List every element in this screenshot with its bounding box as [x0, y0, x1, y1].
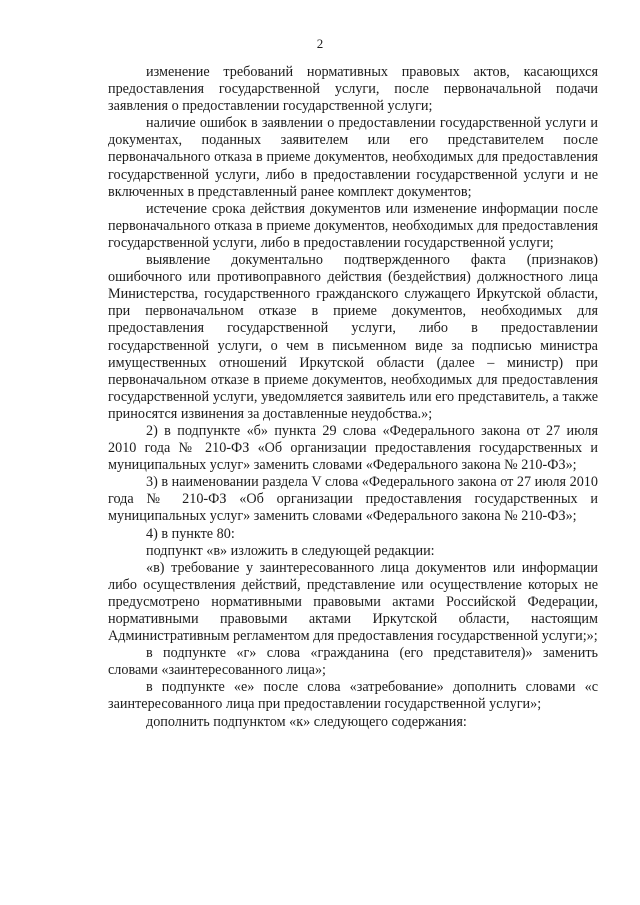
paragraph: 4) в пункте 80: — [146, 525, 235, 542]
paragraph: в подпункте «е» после слова «затребование» дополнить словами «с заинтересованного лица при предоставлении государственной услуги»; — [108, 679, 598, 713]
paragraph: выявление документально подтвержденного факта (признаков) ошибочного или противоправного действия (бездействия) должностного лица Министерства, государственного гражданского служащего Иркутской области, при первоначальном отказе в приеме документов, необходимых для предоставления государственной услуги, либо в предоставлении государственной услуги, о чем в письменном виде за подписью министра имущественных отношений Иркутской области (далее – министр) при первоначальном отказе в приеме документов, необходимых для предоставления государственной услуги, уведомляется заявитель или его представитель, а также приносятся извинения за доставленные неудобства.»; — [108, 252, 598, 422]
paragraph: «в) требование у заинтересованного лица документов или информации либо осуществления действий, представление или осуществление которых не предусмотрено нормативными правовыми актами Российской Федерации, нормативными правовыми актами Иркутской области, настоящим Административным регламентом для предоставления государственной услуги;»; — [108, 559, 598, 645]
paragraph: дополнить подпунктом «к» следующего содержания: — [146, 713, 467, 730]
paragraph: наличие ошибок в заявлении о предоставлении государственной услуги и документах, поданных заявителем или его представителем после первоначального отказа в приеме документов, необходимых для предоставления государственной услуги, либо в предоставлении государственной услуги и не включенных в представленный ранее комплект документов; — [108, 115, 598, 200]
paragraph: подпункт «в» изложить в следующей редакции: — [146, 542, 435, 559]
paragraph: истечение срока действия документов или изменение информации после первоначального отказа в приеме документов, необходимых для предоставления государственной услуги, либо в предоставлении государственной услуги; — [108, 200, 598, 251]
document-body — [108, 64, 598, 731]
paragraph: 2) в подпункте «б» пункта 29 слова «Федерального закона от 27 июля 2010 года № 210-ФЗ «Об организации предоставления государственных и муниципальных услуг» заменить словами «Федерального закона № 210-ФЗ»; — [108, 422, 598, 474]
paragraph: в подпункте «г» слова «гражданина (его представителя)» заменить словами «заинтересованного лица»; — [108, 645, 598, 679]
paragraph: изменение требований нормативных правовых актов, касающихся предоставления государственной услуги, после первоначальной подачи заявления о предоставлении государственной услуги; — [108, 64, 598, 115]
page-number: 2 — [316, 36, 324, 51]
paragraph: 3) в наименовании раздела V слова «Федерального закона от 27 июля 2010 года № 210-ФЗ «Об организации предоставления государственных и муниципальных услуг» заменить словами «Федерального закона № 210-ФЗ»; — [108, 474, 598, 525]
